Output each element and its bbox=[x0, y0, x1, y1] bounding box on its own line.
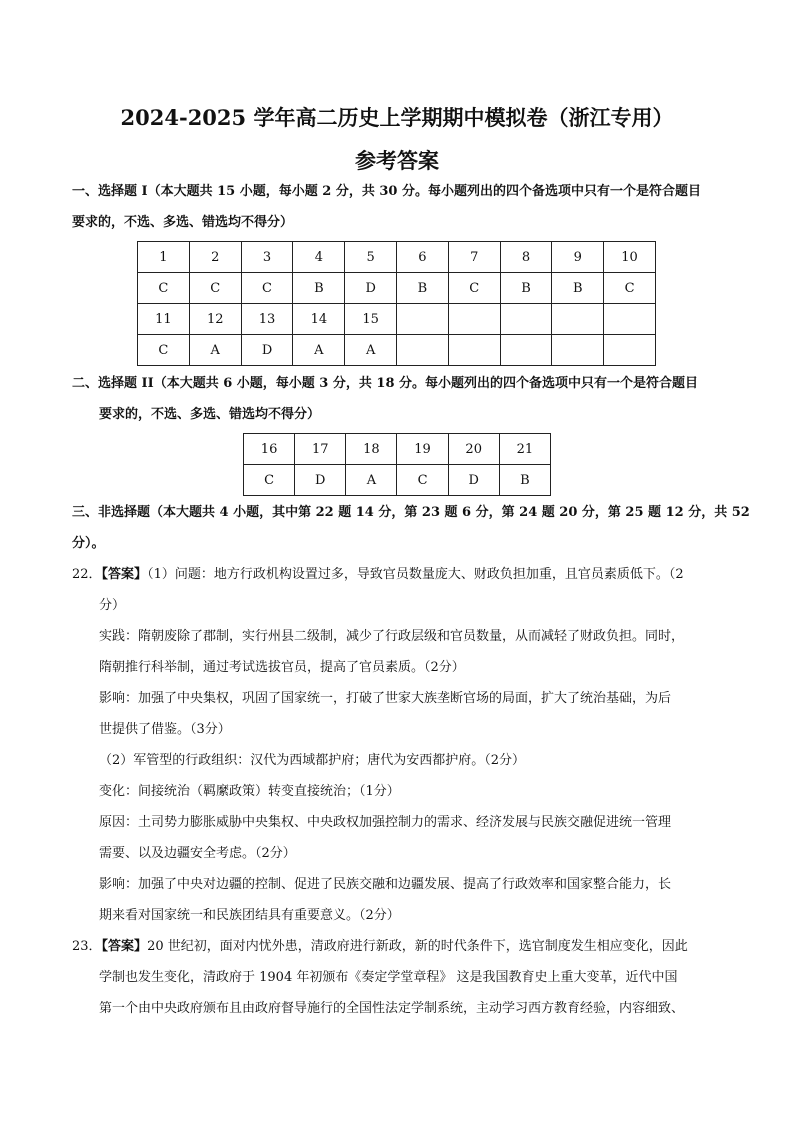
table1-question-number-cell: 14 bbox=[293, 304, 345, 335]
table1-question-number-cell: 6 bbox=[397, 242, 449, 273]
table1-question-number-cell bbox=[448, 304, 500, 335]
table1-answer-cell: B bbox=[293, 273, 345, 304]
table1-question-number-cell: 12 bbox=[189, 304, 241, 335]
section1-answer-table bbox=[137, 241, 656, 366]
q22-line6: 世提供了借鉴。（3分） bbox=[99, 722, 231, 737]
q23-answer-tag: 【答案】 bbox=[101, 939, 148, 954]
q22-answer-line1 bbox=[72, 566, 684, 584]
table1-question-number-cell: 10 bbox=[604, 242, 656, 273]
table1-row bbox=[138, 273, 656, 304]
table1-answer-cell: A bbox=[293, 335, 345, 366]
table1-question-number-cell: 5 bbox=[345, 242, 397, 273]
table1-question-number-cell: 11 bbox=[138, 304, 190, 335]
table1-answer-cell: D bbox=[345, 273, 397, 304]
table2-question-number-cell: 17 bbox=[295, 434, 346, 465]
q23-line3: 第一个由中央政府颁布且由政府督导施行的全国性法定学制系统，主动学习西方教育经验，内容细致、 bbox=[99, 1001, 685, 1016]
table1-row bbox=[138, 335, 656, 366]
q22-line4: 隋朝推行科举制，通过考试选拔官员，提高了官员素质。（2分） bbox=[99, 660, 465, 675]
document-subtitle: 参考答案 bbox=[355, 148, 439, 173]
section1-heading-line1: 一、选择题 I（本大题共 15 小题，每小题 2 分，共 30 分。每小题列出的四个备选项中只有一个是符合题目 bbox=[72, 184, 701, 199]
q23-answer-line1 bbox=[72, 938, 688, 956]
table1-answer-cell: C bbox=[448, 273, 500, 304]
table2-answer-cell: D bbox=[448, 465, 499, 496]
section2-heading-line1: 二、选择题 II（本大题共 6 小题，每小题 3 分，共 18 分。每小题列出的四个备选项中只有一个是符合题目 bbox=[72, 376, 699, 391]
table1-question-number-cell: 15 bbox=[345, 304, 397, 335]
table2-question-number-cell: 16 bbox=[244, 434, 295, 465]
table1-question-number-cell: 8 bbox=[500, 242, 552, 273]
table2-row bbox=[244, 434, 551, 465]
table1-answer-cell: A bbox=[345, 335, 397, 366]
table1-answer-cell bbox=[500, 335, 552, 366]
q22-line9: 原因：土司势力膨胀威胁中央集权、中央政权加强控制力的需求、经济发展与民族交融促进统一管理 bbox=[99, 815, 672, 830]
table2-question-number-cell: 19 bbox=[397, 434, 448, 465]
q22-number: 22． bbox=[72, 567, 102, 582]
table1-answer-cell: B bbox=[397, 273, 449, 304]
q23-number: 23． bbox=[72, 939, 102, 954]
table1-answer-cell: C bbox=[241, 273, 293, 304]
table1-question-number-cell: 3 bbox=[241, 242, 293, 273]
table1-answer-cell bbox=[397, 335, 449, 366]
q22-part1-problem: （1）问题：地方行政机构设置过多，导致官员数量庞大、财政负担加重，且官员素质低下。（2 bbox=[147, 567, 684, 582]
q23-text-line1: 20 世纪初，面对内忧外患，清政府进行新政，新的时代条件下，选官制度发生相应变化，因此 bbox=[147, 939, 688, 954]
table2-answer-cell: B bbox=[499, 465, 550, 496]
table2-answer-cell: C bbox=[397, 465, 448, 496]
table1-answer-cell: C bbox=[604, 273, 656, 304]
table1-question-number-cell bbox=[500, 304, 552, 335]
table1-answer-cell bbox=[448, 335, 500, 366]
table1-question-number-cell: 7 bbox=[448, 242, 500, 273]
table1-question-number-cell: 13 bbox=[241, 304, 293, 335]
q22-line7: （2）军管型的行政组织：汉代为西域都护府；唐代为安西都护府。（2分） bbox=[99, 753, 526, 768]
table1-answer-cell: C bbox=[138, 335, 190, 366]
q23-line2: 学制也发生变化，清政府于 1904 年初颁布《奏定学堂章程》 这是我国教育史上重大变革，近代中国 bbox=[99, 970, 678, 985]
document-title: 2024-2025 学年高二历史上学期期中模拟卷（浙江专用） bbox=[120, 105, 674, 130]
table1-answer-cell: B bbox=[552, 273, 604, 304]
table1-answer-cell: C bbox=[189, 273, 241, 304]
table1-answer-cell: B bbox=[500, 273, 552, 304]
table2-question-number-cell: 20 bbox=[448, 434, 499, 465]
table2-answer-cell: A bbox=[346, 465, 397, 496]
table1-answer-cell bbox=[604, 335, 656, 366]
table2-answer-cell: D bbox=[295, 465, 346, 496]
section3-heading-line2: 分）。 bbox=[72, 536, 105, 551]
table2-row bbox=[244, 465, 551, 496]
table1-answer-cell: D bbox=[241, 335, 293, 366]
q22-answer-tag: 【答案】 bbox=[101, 567, 148, 582]
q22-line12: 期来看对国家统一和民族团结具有重要意义。（2分） bbox=[99, 908, 400, 923]
table1-answer-cell bbox=[552, 335, 604, 366]
table2-question-number-cell: 18 bbox=[346, 434, 397, 465]
q22-line5: 影响：加强了中央集权，巩固了国家统一，打破了世家大族垄断官场的局面，扩大了统治基础，为后 bbox=[99, 691, 672, 706]
section2-answer-table bbox=[243, 433, 551, 496]
table1-answer-cell: C bbox=[138, 273, 190, 304]
table2-answer-cell: C bbox=[244, 465, 295, 496]
table1-answer-cell: A bbox=[189, 335, 241, 366]
section1-heading-line2: 要求的，不选、多选、错选均不得分） bbox=[72, 215, 294, 230]
table1-row bbox=[138, 304, 656, 335]
q22-line8: 变化：间接统治（羁縻政策）转变直接统治；（1分） bbox=[99, 784, 400, 799]
table1-question-number-cell: 2 bbox=[189, 242, 241, 273]
q22-line10: 需要、以及边疆安全考虑。（2分） bbox=[99, 846, 296, 861]
section2-heading-line2: 要求的，不选、多选、错选均不得分） bbox=[99, 407, 321, 422]
table1-question-number-cell bbox=[552, 304, 604, 335]
q22-line11: 影响：加强了中央对边疆的控制、促进了民族交融和边疆发展、提高了行政效率和国家整合能力，长 bbox=[99, 877, 672, 892]
section3-heading-line1: 三、非选择题（本大题共 4 小题，其中第 22 题 14 分，第 23 题 6 分，第 24 题 20 分，第 25 题 12 分，共 52 bbox=[72, 505, 750, 520]
q22-line3: 实践：隋朝废除了郡制，实行州县二级制，减少了行政层级和官员数量，从而减轻了财政负担。同时， bbox=[99, 629, 685, 644]
table2-question-number-cell: 21 bbox=[499, 434, 550, 465]
table1-question-number-cell bbox=[604, 304, 656, 335]
table1-question-number-cell: 1 bbox=[138, 242, 190, 273]
table1-question-number-cell: 4 bbox=[293, 242, 345, 273]
table1-row bbox=[138, 242, 656, 273]
table1-question-number-cell: 9 bbox=[552, 242, 604, 273]
table1-question-number-cell bbox=[397, 304, 449, 335]
q22-line2: 分） bbox=[99, 598, 126, 613]
